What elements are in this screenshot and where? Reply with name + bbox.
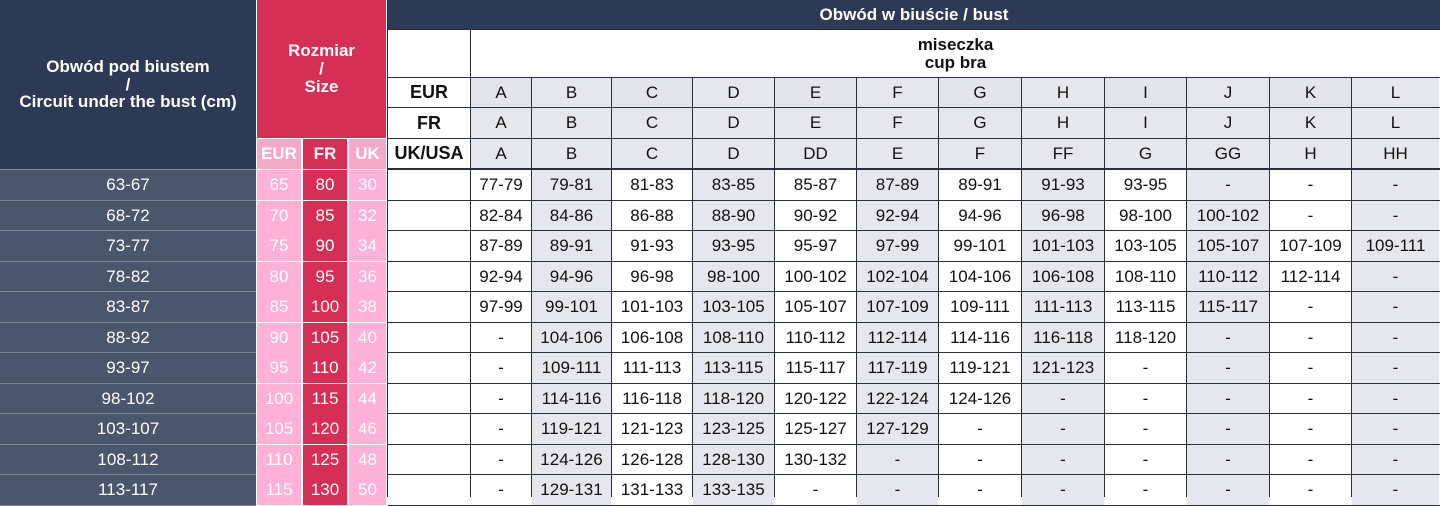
grid-line [388,261,1440,262]
bust-cell: 103-105 [1105,231,1186,261]
bust-cell: - [1270,323,1351,353]
under-bust-cell: 73-77 [0,231,256,261]
cup-uk-usa-2: C [612,139,692,168]
bust-cell: 124-126 [532,445,611,475]
cup-uk-usa-5: E [857,139,938,168]
bust-cell: 89-91 [532,231,611,261]
size-col-fr-header: FR [303,139,347,169]
cup-fr-1: B [532,108,611,138]
bust-cell: - [1022,475,1104,505]
bust-cell: 106-108 [612,323,692,353]
cup-uk-usa-1: B [532,139,611,168]
size-title-pl: Rozmiar [287,41,356,61]
bust-cell: 108-110 [1105,262,1186,292]
bust-cell: 107-109 [857,292,938,322]
grid-line [388,77,1440,78]
bust-cell: - [939,475,1021,505]
cup-fr-9: J [1187,108,1269,138]
bust-cell: 114-116 [939,323,1021,353]
cup-fr-6: G [939,108,1021,138]
system-blank-cell [388,201,470,231]
bust-cell: - [1352,384,1439,414]
size-fr-cell: 80 [303,170,347,200]
bust-cell: - [471,475,531,505]
bust-cell: 101-103 [1022,231,1104,261]
cup-eur-5: F [857,78,938,107]
bust-cell: 92-94 [857,201,938,231]
grid-line [388,352,1440,353]
under-bust-cell: 88-92 [0,323,256,353]
bust-cell: 86-88 [612,201,692,231]
cup-fr-5: F [857,108,938,138]
cup-eur-3: D [693,78,774,107]
bust-cell: 121-123 [612,414,692,444]
grid-line [1021,78,1022,497]
cup-fr-3: D [693,108,774,138]
bust-cell: - [1105,414,1186,444]
bust-cell: 82-84 [471,201,531,231]
bust-cell: - [1270,384,1351,414]
grid-line [388,230,1440,231]
bust-cell: 79-81 [532,170,611,200]
bust-cell: 104-106 [532,323,611,353]
under-bust-title-pl: Obwód pod biustem [46,56,210,76]
cup-eur-7: H [1022,78,1104,107]
bust-cell: - [1352,323,1439,353]
size-uk-cell: 34 [349,231,386,261]
size-uk-cell: 48 [349,445,386,475]
bust-cell: 128-130 [693,445,774,475]
bust-cell: 97-99 [471,292,531,322]
bust-cell: - [471,323,531,353]
bust-cell: - [857,475,938,505]
system-blank-cell [388,262,470,292]
bust-cell: - [1187,445,1269,475]
cup-uk-usa-3: D [693,139,774,168]
bust-cell: - [1352,445,1439,475]
bust-cell: 87-89 [471,231,531,261]
size-fr-cell: 100 [303,292,347,322]
row-sep [0,291,256,292]
bust-cell: 99-101 [939,231,1021,261]
bust-cell: - [1105,353,1186,383]
row-sep [0,200,256,201]
bust-cell: 93-95 [693,231,774,261]
row-sep [0,474,256,475]
grid-line [856,78,857,497]
size-uk-cell: 42 [349,353,386,383]
bust-cell: - [471,445,531,475]
size-uk-cell: 44 [349,384,386,414]
size-eur-cell: 75 [257,231,301,261]
bust-cell: 92-94 [471,262,531,292]
grid-line [774,78,775,497]
bust-cell: 104-106 [939,262,1021,292]
bust-cell: 91-93 [1022,170,1104,200]
system-blank-cell [388,475,470,505]
grid-line [388,107,1440,108]
bust-cell: 97-99 [857,231,938,261]
bust-cell: 116-118 [612,384,692,414]
system-blank-cell [388,323,470,353]
system-blank-cell [388,292,470,322]
size-fr-cell: 110 [303,353,347,383]
row-sep [0,322,256,323]
bust-cell: 109-111 [1352,231,1439,261]
cup-uk-usa-6: F [939,139,1021,168]
under-bust-cell: 78-82 [0,262,256,292]
cup-fr-8: I [1105,108,1186,138]
grid-line [388,138,1440,139]
grid-line [531,78,532,497]
cup-fr-2: C [612,108,692,138]
bust-cell: 113-115 [693,353,774,383]
cup-title-en: cup bra [924,52,987,72]
bust-cell: 117-119 [857,353,938,383]
bust-cell: 102-104 [857,262,938,292]
bust-cell: 125-127 [775,414,856,444]
bust-cell: 112-114 [1270,262,1351,292]
bust-cell: 98-100 [1105,201,1186,231]
bust-cell: 116-118 [1022,323,1104,353]
grid-line [938,78,939,497]
bust-cell: - [1105,384,1186,414]
cup-eur-11: L [1352,78,1439,107]
under-bust-slash: / [125,74,131,94]
bust-cell: 112-114 [857,323,938,353]
cup-eur-0: A [471,78,531,107]
cup-fr-10: K [1270,108,1351,138]
bust-cell: 83-85 [693,170,774,200]
grid-line [387,0,388,497]
cup-eur-1: B [532,78,611,107]
bust-cell: - [1187,323,1269,353]
bust-cell: 119-121 [939,353,1021,383]
size-eur-cell: 70 [257,201,301,231]
cup-uk-usa-4: DD [775,139,856,168]
grid-line [1351,78,1352,497]
under-bust-cell: 93-97 [0,353,256,383]
size-eur-cell: 65 [257,170,301,200]
bust-cell: 87-89 [857,170,938,200]
bust-cell: - [1022,445,1104,475]
bust-cell: 81-83 [612,170,692,200]
bust-cell: 84-86 [532,201,611,231]
bust-cell: - [775,475,856,505]
row-sep [0,169,256,170]
bust-cell: - [1270,414,1351,444]
bust-cell: 90-92 [775,201,856,231]
row-sep [0,230,256,231]
cup-fr-4: E [775,108,856,138]
cup-uk-usa-11: HH [1352,139,1439,168]
bust-cell: - [1187,414,1269,444]
grid-line [388,322,1440,323]
bust-cell: 95-97 [775,231,856,261]
bust-cell: - [857,445,938,475]
bust-cell: 115-117 [775,353,856,383]
bust-cell: 108-110 [693,323,774,353]
size-eur-cell: 95 [257,353,301,383]
grid-line [470,30,471,78]
size-uk-cell: 32 [349,201,386,231]
grid-line [388,291,1440,292]
bust-cell: 111-113 [612,353,692,383]
under-bust-title-en: Circuit under the bust (cm) [19,92,237,112]
bust-cell: 110-112 [775,323,856,353]
size-eur-cell: 80 [257,262,301,292]
size-col-eur-header: EUR [257,139,301,169]
cup-uk-usa-8: G [1105,139,1186,168]
bust-cell: - [1352,201,1439,231]
bust-cell: - [1270,353,1351,383]
under-bust-cell: 108-112 [0,445,256,475]
size-fr-cell: 120 [303,414,347,444]
bust-cell: 118-120 [693,384,774,414]
bust-cell: 115-117 [1187,292,1269,322]
under-bust-cell: 113-117 [0,475,256,505]
size-eur-cell: 90 [257,323,301,353]
size-header [257,0,386,138]
bust-cell: - [1352,170,1439,200]
size-fr-cell: 115 [303,384,347,414]
bust-cell: 118-120 [1105,323,1186,353]
bust-cell: - [1270,292,1351,322]
bust-cell: 111-113 [1022,292,1104,322]
grid-line [692,78,693,497]
bust-cell: - [1352,475,1439,505]
under-bust-cell: 103-107 [0,414,256,444]
bust-cell: 105-107 [775,292,856,322]
bust-cell: - [1187,475,1269,505]
bust-cell: 89-91 [939,170,1021,200]
size-uk-cell: 38 [349,292,386,322]
bust-cell: - [1270,445,1351,475]
size-uk-cell: 50 [349,475,386,505]
size-eur-cell: 105 [257,414,301,444]
bust-cell: 129-131 [532,475,611,505]
bust-cell: - [1187,353,1269,383]
size-fr-cell: 90 [303,231,347,261]
system-blank-cell [388,445,470,475]
bust-cell: - [471,384,531,414]
bust-cell: - [1352,414,1439,444]
bust-cell: - [1352,353,1439,383]
row-sep [0,413,256,414]
bust-cell: 133-135 [693,475,774,505]
size-uk-cell: 36 [349,262,386,292]
system-blank-cell [388,353,470,383]
bust-header: Obwód w biuście / bust [388,0,1440,29]
cup-eur-6: G [939,78,1021,107]
cup-eur-8: I [1105,78,1186,107]
size-eur-cell: 110 [257,445,301,475]
bust-cell: 109-111 [939,292,1021,322]
cup-fr-11: L [1352,108,1439,138]
bust-cell: - [471,414,531,444]
size-col-uk-header: UK [349,139,386,169]
bust-cell: - [1187,384,1269,414]
bust-cell: 119-121 [532,414,611,444]
size-fr-cell: 85 [303,201,347,231]
bust-cell: 96-98 [612,262,692,292]
grid-line [1186,78,1187,497]
grid-line [388,444,1440,445]
grid-line [388,200,1440,201]
bust-cell: - [1352,292,1439,322]
size-eur-cell: 85 [257,292,301,322]
bust-cell: - [1105,475,1186,505]
bust-cell: 101-103 [612,292,692,322]
bust-cell: - [939,445,1021,475]
grid-line [388,383,1440,384]
row-sep [0,261,256,262]
system-blank-cell [388,170,470,200]
size-fr-cell: 105 [303,323,347,353]
under-bust-header [0,0,256,169]
bust-cell: 113-115 [1105,292,1186,322]
under-bust-cell: 83-87 [0,292,256,322]
cup-eur-2: C [612,78,692,107]
row-sep [0,383,256,384]
bust-cell: 77-79 [471,170,531,200]
bust-cell: 88-90 [693,201,774,231]
bust-cell: 93-95 [1105,170,1186,200]
size-fr-cell: 125 [303,445,347,475]
grid-line [388,29,1440,30]
bust-cell: - [471,353,531,383]
cup-eur-10: K [1270,78,1351,107]
bust-cell: - [1187,170,1269,200]
size-fr-cell: 95 [303,262,347,292]
row-sep [0,444,256,445]
grid-line [388,413,1440,414]
bust-cell: 100-102 [775,262,856,292]
bust-cell: - [939,414,1021,444]
cup-eur-4: E [775,78,856,107]
bust-cell: 103-105 [693,292,774,322]
bust-cell: 109-111 [532,353,611,383]
cup-uk-usa-9: GG [1187,139,1269,168]
system-label-fr: FR [388,108,470,138]
bust-cell: 105-107 [1187,231,1269,261]
size-title-en: Size [304,76,339,96]
bust-cell: - [1352,262,1439,292]
bust-cell: - [1022,414,1104,444]
bust-cell: 123-125 [693,414,774,444]
system-label-eur: EUR [388,78,470,107]
bust-cell: - [1270,201,1351,231]
cup-uk-usa-7: FF [1022,139,1104,168]
grid-line [1104,78,1105,497]
bust-cell: 121-123 [1022,353,1104,383]
bust-cell: 94-96 [532,262,611,292]
size-uk-cell: 40 [349,323,386,353]
row-sep [0,352,256,353]
bust-cell: 122-124 [857,384,938,414]
system-blank-cell [388,414,470,444]
size-eur-cell: 115 [257,475,301,505]
size-slash: / [319,59,324,79]
bust-cell: 126-128 [612,445,692,475]
system-blank-cell [388,384,470,414]
bust-cell: 94-96 [939,201,1021,231]
bust-cell: 100-102 [1187,201,1269,231]
grid-line [1269,78,1270,497]
size-fr-cell: 130 [303,475,347,505]
under-bust-cell: 98-102 [0,384,256,414]
system-label-blank [388,30,470,77]
bust-cell: 96-98 [1022,201,1104,231]
size-uk-cell: 30 [349,170,386,200]
grid-line [388,474,1440,475]
bust-cell: 106-108 [1022,262,1104,292]
cup-title-pl: miseczka [917,34,994,54]
size-uk-cell: 46 [349,414,386,444]
size-eur-cell: 100 [257,384,301,414]
cup-fr-7: H [1022,108,1104,138]
bust-cell: 131-133 [612,475,692,505]
bust-cell: - [1270,170,1351,200]
cup-uk-usa-0: A [471,139,531,168]
system-blank-cell [388,231,470,261]
under-bust-cell: 68-72 [0,201,256,231]
bust-cell: 98-100 [693,262,774,292]
grid-line [388,169,1440,170]
bust-cell: - [1270,475,1351,505]
system-label-uk-usa: UK/USA [388,139,470,168]
bust-cell: - [1105,445,1186,475]
bust-cell: 99-101 [532,292,611,322]
cup-header [471,30,1440,77]
cup-eur-9: J [1187,78,1269,107]
bust-cell: - [1022,384,1104,414]
bust-cell: 85-87 [775,170,856,200]
grid-line [470,78,471,497]
under-bust-cell: 63-67 [0,170,256,200]
bust-cell: 127-129 [857,414,938,444]
bust-cell: 130-132 [775,445,856,475]
grid-line [611,78,612,497]
bust-cell: 91-93 [612,231,692,261]
bust-cell: 124-126 [939,384,1021,414]
bust-cell: 110-112 [1187,262,1269,292]
bust-cell: 114-116 [532,384,611,414]
cup-uk-usa-10: H [1270,139,1351,168]
cup-fr-0: A [471,108,531,138]
bust-cell: 107-109 [1270,231,1351,261]
bust-cell: 120-122 [775,384,856,414]
